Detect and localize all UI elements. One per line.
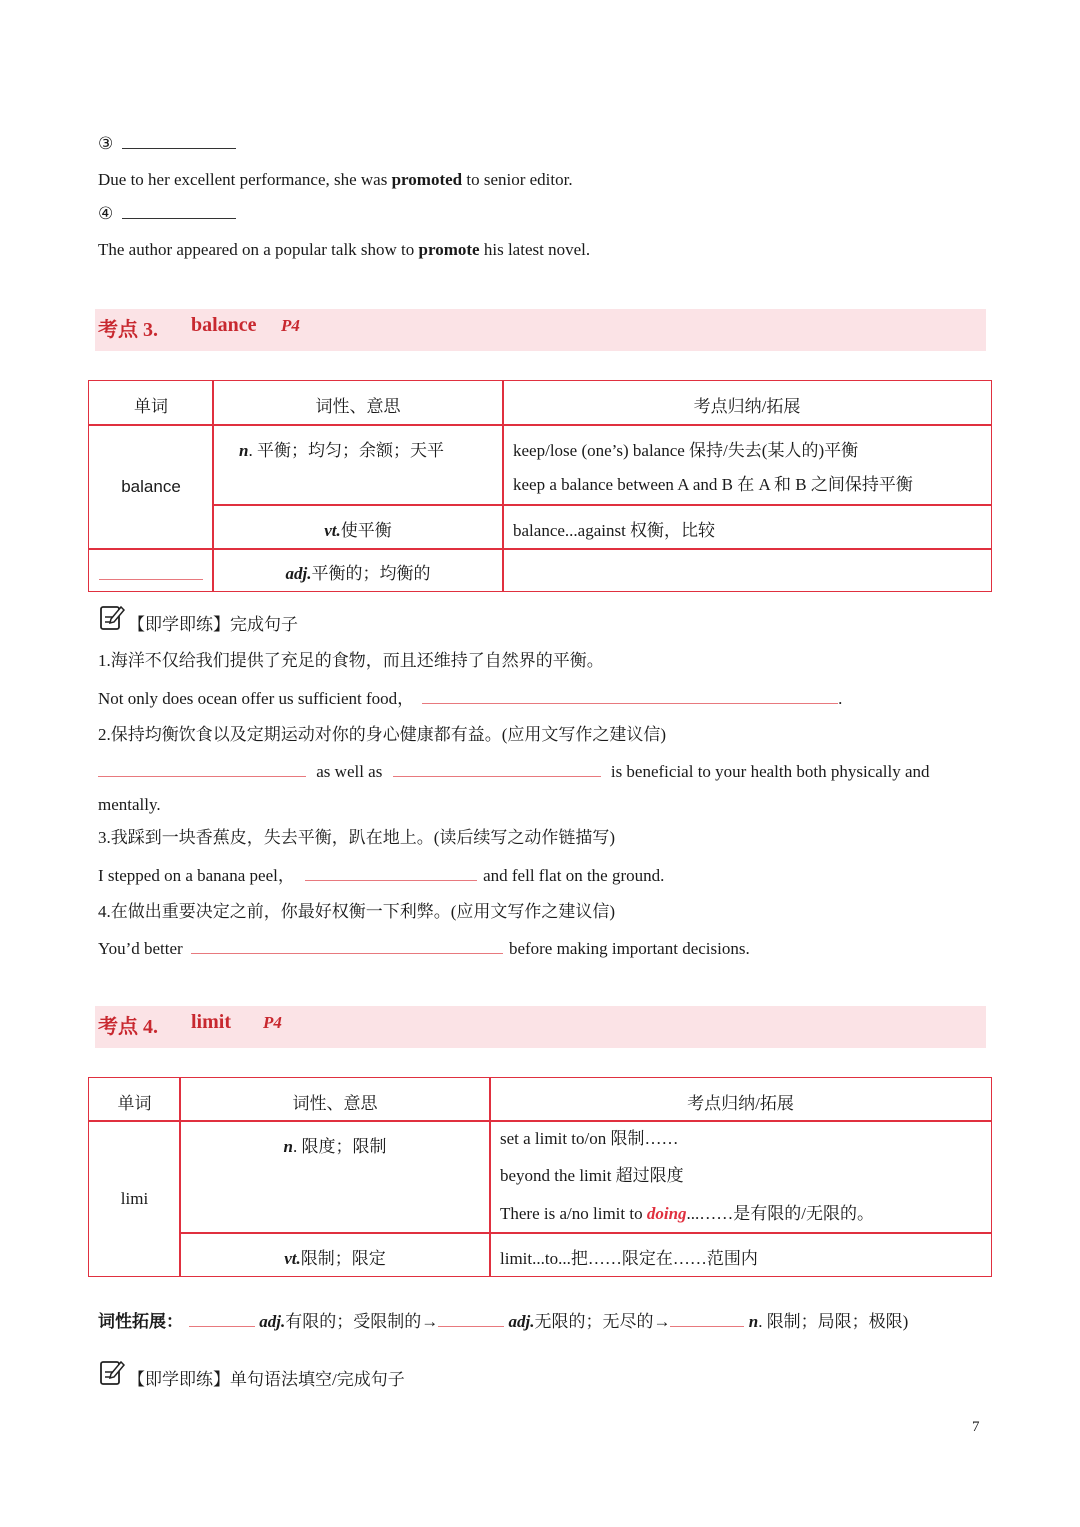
practice2-title: 【即学即练】单句语法填空/完成句子	[128, 1370, 405, 1389]
limit-table	[88, 1077, 992, 1277]
q1-chinese: 1.海洋不仅给我们提供了充足的食物，而且还维持了自然界的平衡。	[98, 651, 604, 670]
row2-meaning: vt.限制；限定	[284, 1249, 386, 1268]
word-form-expansion: 词性拓展： adj.有限的；受限制的→ adj.无限的；无尽的→ n. 限制；局限；极限)	[98, 1312, 909, 1331]
q2-blank-2[interactable]	[393, 762, 601, 777]
item4-sentence: The author appeared on a popular talk show to promote his latest novel.	[98, 240, 591, 259]
section3-word: balance	[191, 314, 257, 336]
item4-number: ④	[98, 204, 114, 223]
note-edit-icon	[99, 1358, 125, 1386]
row1-ext3: There is a/no limit to doing...……是有限的/无限的。	[500, 1204, 875, 1223]
q1-english: Not only does ocean offer us sufficient food， .	[98, 689, 843, 708]
expand-blank-2[interactable]	[438, 1312, 504, 1327]
q1-blank[interactable]	[422, 689, 838, 704]
item4-blank[interactable]	[122, 204, 236, 219]
q3-chinese: 3.我踩到一块香蕉皮，失去平衡，趴在地上。(读后续写之动作链描写)	[98, 828, 616, 847]
note-edit-icon	[99, 603, 125, 631]
item3-number: ③	[98, 134, 114, 153]
q2-chinese: 2.保持均衡饮食以及定期运动对你的身心健康都有益。(应用文写作之建议信)	[98, 725, 667, 744]
header-extension: 考点归纳/拓展	[687, 1094, 794, 1113]
word-cell: limi	[120, 1189, 149, 1208]
section4-label: 考点 4.	[98, 1016, 158, 1038]
header-pos: 词性、意思	[292, 1094, 378, 1113]
expand-blank-1[interactable]	[189, 1312, 255, 1327]
row1-ext1: set a limit to/on 限制……	[500, 1129, 679, 1148]
q4-blank[interactable]	[191, 939, 503, 954]
row2-ext: balance...against 权衡，比较	[513, 521, 716, 540]
row1-ext1: keep/lose (one’s) balance 保持/失去(某人的)平衡	[513, 441, 859, 460]
section4-word: limit	[191, 1011, 231, 1033]
item3-blank[interactable]	[122, 134, 236, 149]
practice1-title: 【即学即练】完成句子	[128, 615, 298, 634]
section3-page: P4	[281, 316, 300, 335]
expand-blank-3[interactable]	[670, 1312, 744, 1327]
header-extension: 考点归纳/拓展	[693, 397, 801, 416]
header-word: 单词	[134, 397, 168, 416]
section3-label: 考点 3.	[98, 319, 158, 341]
q3-english: I stepped on a banana peel， and fell flat on the ground.	[98, 866, 665, 885]
header-pos: 词性、意思	[315, 397, 401, 416]
page-number: 7	[972, 1419, 980, 1435]
item3-sentence: Due to her excellent performance, she was promoted to senior editor.	[98, 170, 573, 189]
q4-chinese: 4.在做出重要决定之前，你最好权衡一下利弊。(应用文写作之建议信)	[98, 902, 616, 921]
q2-english-cont: mentally.	[98, 795, 161, 814]
row2-ext: limit...to...把……限定在……范围内	[500, 1249, 758, 1268]
row3-meaning: adj.平衡的；均衡的	[285, 564, 431, 583]
q3-blank[interactable]	[305, 866, 477, 881]
section4-header	[95, 1006, 986, 1048]
header-word: 单词	[117, 1094, 152, 1113]
expand-label: 词性拓展：	[98, 1312, 183, 1331]
row1-meaning: n. 限度；限制	[283, 1137, 387, 1156]
q4-english: You’d better before making important decisions.	[98, 939, 750, 958]
section4-page: P4	[263, 1013, 282, 1032]
row1-meaning: n. 平衡；均匀；余额；天平	[239, 441, 444, 460]
item3-line	[98, 133, 236, 155]
balance-table	[88, 380, 992, 592]
q2-english: as well as is beneficial to your health both physically and	[98, 761, 983, 783]
row2-meaning: vt.使平衡	[324, 521, 392, 540]
section3-header	[95, 309, 986, 351]
row1-ext2: beyond the limit 超过限度	[500, 1166, 684, 1185]
row1-ext2: keep a balance between A and B 在 A 和 B 之间保持平衡	[513, 475, 913, 494]
row3-blank[interactable]	[99, 565, 203, 580]
word-cell: balance	[121, 477, 181, 496]
item4-line	[98, 203, 236, 225]
q2-blank-1[interactable]	[98, 762, 306, 777]
